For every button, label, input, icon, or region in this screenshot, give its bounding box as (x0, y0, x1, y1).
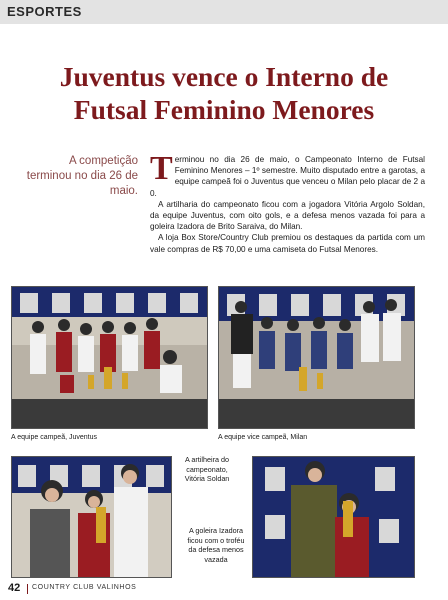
section-label: ESPORTES (7, 4, 82, 19)
article-body (150, 150, 425, 255)
headline-line-1: Juventus vence o Interno de (59, 61, 389, 92)
magazine-name: COUNTRY CLUB VALINHOS (32, 584, 137, 591)
photo-champion-team (11, 286, 208, 429)
paragraph-1 (150, 150, 425, 199)
footer-separator (27, 584, 28, 594)
paragraph-1-text: erminou no dia 26 de maio, o Campeonato Interno de Futsal Feminino Menores – 1º semestre. Muito disputado entre a garotas, a equipe campeã foi o Juventus que venceu o Milan pelo placar de 2 a 0. (150, 155, 425, 198)
paragraph-3: A loja Box Store/Country Club premiou os destaques da partida com um vale compras de R$ 70,00 e uma camiseta do Futsal Menores. (150, 233, 425, 254)
caption-top-scorer: A artilheira do campeonato, Vitória Soldan (184, 455, 230, 484)
headline (0, 60, 448, 126)
section-bar (0, 0, 448, 24)
photo-runner-up-team (218, 286, 415, 429)
caption-goalkeeper: A goleira Izadora ficou com o troféu da defesa menos vazada (187, 526, 245, 564)
headline-line-2: Futsal Feminino Menores (73, 94, 375, 125)
caption-runner-up-team: A equipe vice campeã, Milan (218, 434, 308, 441)
paragraph-2: A artilharia do campeonato ficou com a jogadora Vitória Argolo Soldan, da equipe Juventus, com oito gols, e a defesa menos vazada foi para a goleira Izadora de Brito Saraiva, do Milan. (150, 199, 425, 232)
drop-cap: T (150, 150, 173, 187)
pull-quote: A competição terminou no dia 26 de maio. (26, 155, 138, 197)
caption-champion-team: A equipe campeã, Juventus (11, 434, 98, 441)
photo-goalkeeper (252, 456, 415, 578)
page-number: 42 (8, 582, 21, 594)
photo-top-scorer (11, 456, 172, 578)
